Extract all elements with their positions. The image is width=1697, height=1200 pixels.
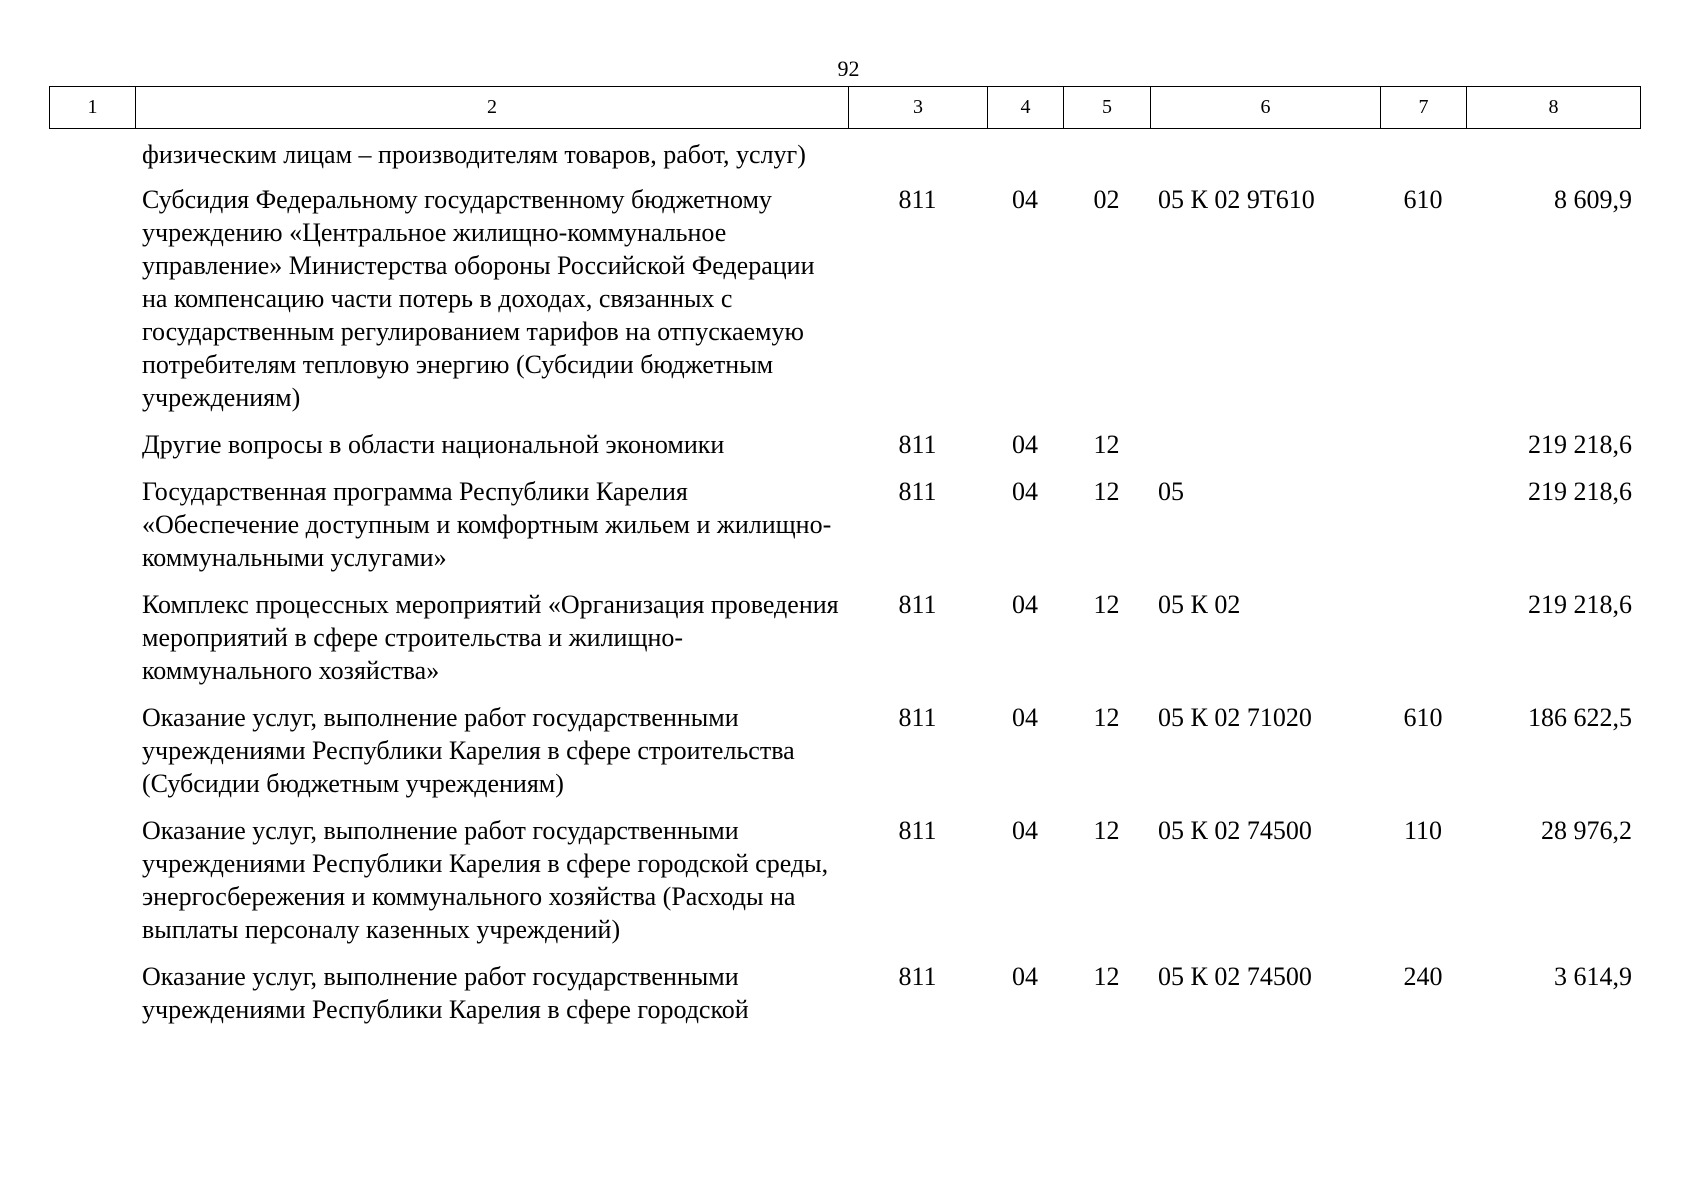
header-col-7: 7 xyxy=(1381,87,1467,129)
row-name: Оказание услуг, выполнение работ государственными учреждениями Республики Карелия в сфере строительства (Субсидии бюджетным учреждениям) xyxy=(142,703,795,798)
page-number: 92 xyxy=(837,56,860,81)
header-col-4: 4 xyxy=(988,87,1064,129)
row-col-6: 05 xyxy=(1158,477,1184,506)
row-col-5: 12 xyxy=(1093,590,1120,619)
continuation-text: физическим лицам – производителям товаров, работ, услуг) xyxy=(142,140,806,169)
row-col-5: 12 xyxy=(1093,962,1120,991)
table-row xyxy=(49,960,1640,1040)
row-col-5: 12 xyxy=(1093,430,1120,459)
header-col-3: 3 xyxy=(849,87,988,129)
row-col-6: 05 К 02 9Т610 xyxy=(1158,185,1315,214)
row-col-7 xyxy=(1380,428,1466,475)
table-row xyxy=(49,588,1640,701)
row-col-3: 811 xyxy=(898,703,937,732)
header-col-2: 2 xyxy=(136,87,849,129)
row-col-7: 610 xyxy=(1403,703,1443,732)
row-col-7: 610 xyxy=(1403,185,1443,214)
row-col-4: 04 xyxy=(1012,430,1038,459)
table-row xyxy=(49,183,1640,428)
header-col-6: 6 xyxy=(1151,87,1381,129)
row-col-4: 04 xyxy=(1012,816,1038,845)
row-col-7 xyxy=(1380,588,1466,701)
row-col-5: 12 xyxy=(1093,477,1120,506)
row-col-6: 05 К 02 xyxy=(1158,590,1241,619)
row-name: Комплекс процессных мероприятий «Организация проведения мероприятий в сфере строительства и жилищно-коммунального хозяйства» xyxy=(142,590,839,685)
row-col-8: 219 218,6 xyxy=(1528,430,1632,459)
row-name: Оказание услуг, выполнение работ государственными учреждениями Республики Карелия в сфере городской xyxy=(142,962,749,1024)
row-col-3: 811 xyxy=(898,477,937,506)
row-col-6: 05 К 02 74500 xyxy=(1158,962,1312,991)
row-col-7: 240 xyxy=(1403,962,1443,991)
column-number-header xyxy=(49,86,1641,129)
row-col-5: 12 xyxy=(1093,816,1120,845)
row-col-3: 811 xyxy=(898,962,937,991)
header-col-5: 5 xyxy=(1064,87,1151,129)
row-col-8: 219 218,6 xyxy=(1528,590,1632,619)
table-row xyxy=(49,475,1640,588)
row-col-3: 811 xyxy=(898,590,937,619)
table-row xyxy=(49,701,1640,814)
row-name: Другие вопросы в области национальной экономики xyxy=(142,430,725,459)
row-col-8: 28 976,2 xyxy=(1541,816,1632,845)
row-col-4: 04 xyxy=(1012,477,1038,506)
row-col-4: 04 xyxy=(1012,962,1038,991)
row-col-8: 3 614,9 xyxy=(1554,962,1632,991)
row-col-8: 8 609,9 xyxy=(1554,185,1632,214)
row-col-4: 04 xyxy=(1012,703,1038,732)
budget-table xyxy=(49,138,1640,1040)
row-col-6: 05 К 02 71020 xyxy=(1158,703,1312,732)
row-col-8: 219 218,6 xyxy=(1528,477,1632,506)
header-col-8: 8 xyxy=(1467,87,1641,129)
row-col-6: 05 К 02 74500 xyxy=(1158,816,1312,845)
row-col-6 xyxy=(1150,428,1380,475)
header-col-1: 1 xyxy=(50,87,136,129)
row-col-7 xyxy=(1380,475,1466,588)
row-name: Субсидия Федеральному государственному бюджетному учреждению «Центральное жилищно-коммунальное управление» Министерства обороны Российской Федерации на компенсацию части потерь в доходах, связанных с государственным регулированием тарифов на отпускаемую потребителям тепловую энергию (Субсидии бюджетным учреждениям) xyxy=(142,185,815,412)
row-col-3: 811 xyxy=(898,430,937,459)
row-col-3: 811 xyxy=(898,816,937,845)
row-col-4: 04 xyxy=(1012,590,1038,619)
row-col-4: 04 xyxy=(1012,185,1038,214)
row-col-7: 110 xyxy=(1403,816,1443,845)
row-col-3: 811 xyxy=(898,185,937,214)
continuation-row xyxy=(49,138,1640,183)
table-row xyxy=(49,814,1640,960)
row-col-5: 12 xyxy=(1093,703,1120,732)
row-name: Оказание услуг, выполнение работ государственными учреждениями Республики Карелия в сфере городской среды, энергосбережения и коммунального хозяйства (Расходы на выплаты персоналу казенных учреждений) xyxy=(142,816,829,944)
table-row xyxy=(49,428,1640,475)
row-col-8: 186 622,5 xyxy=(1528,703,1632,732)
row-name: Государственная программа Республики Карелия «Обеспечение доступным и комфортным жильем и жилищно-коммунальными услугами» xyxy=(142,477,832,572)
row-col-5: 02 xyxy=(1093,185,1120,214)
